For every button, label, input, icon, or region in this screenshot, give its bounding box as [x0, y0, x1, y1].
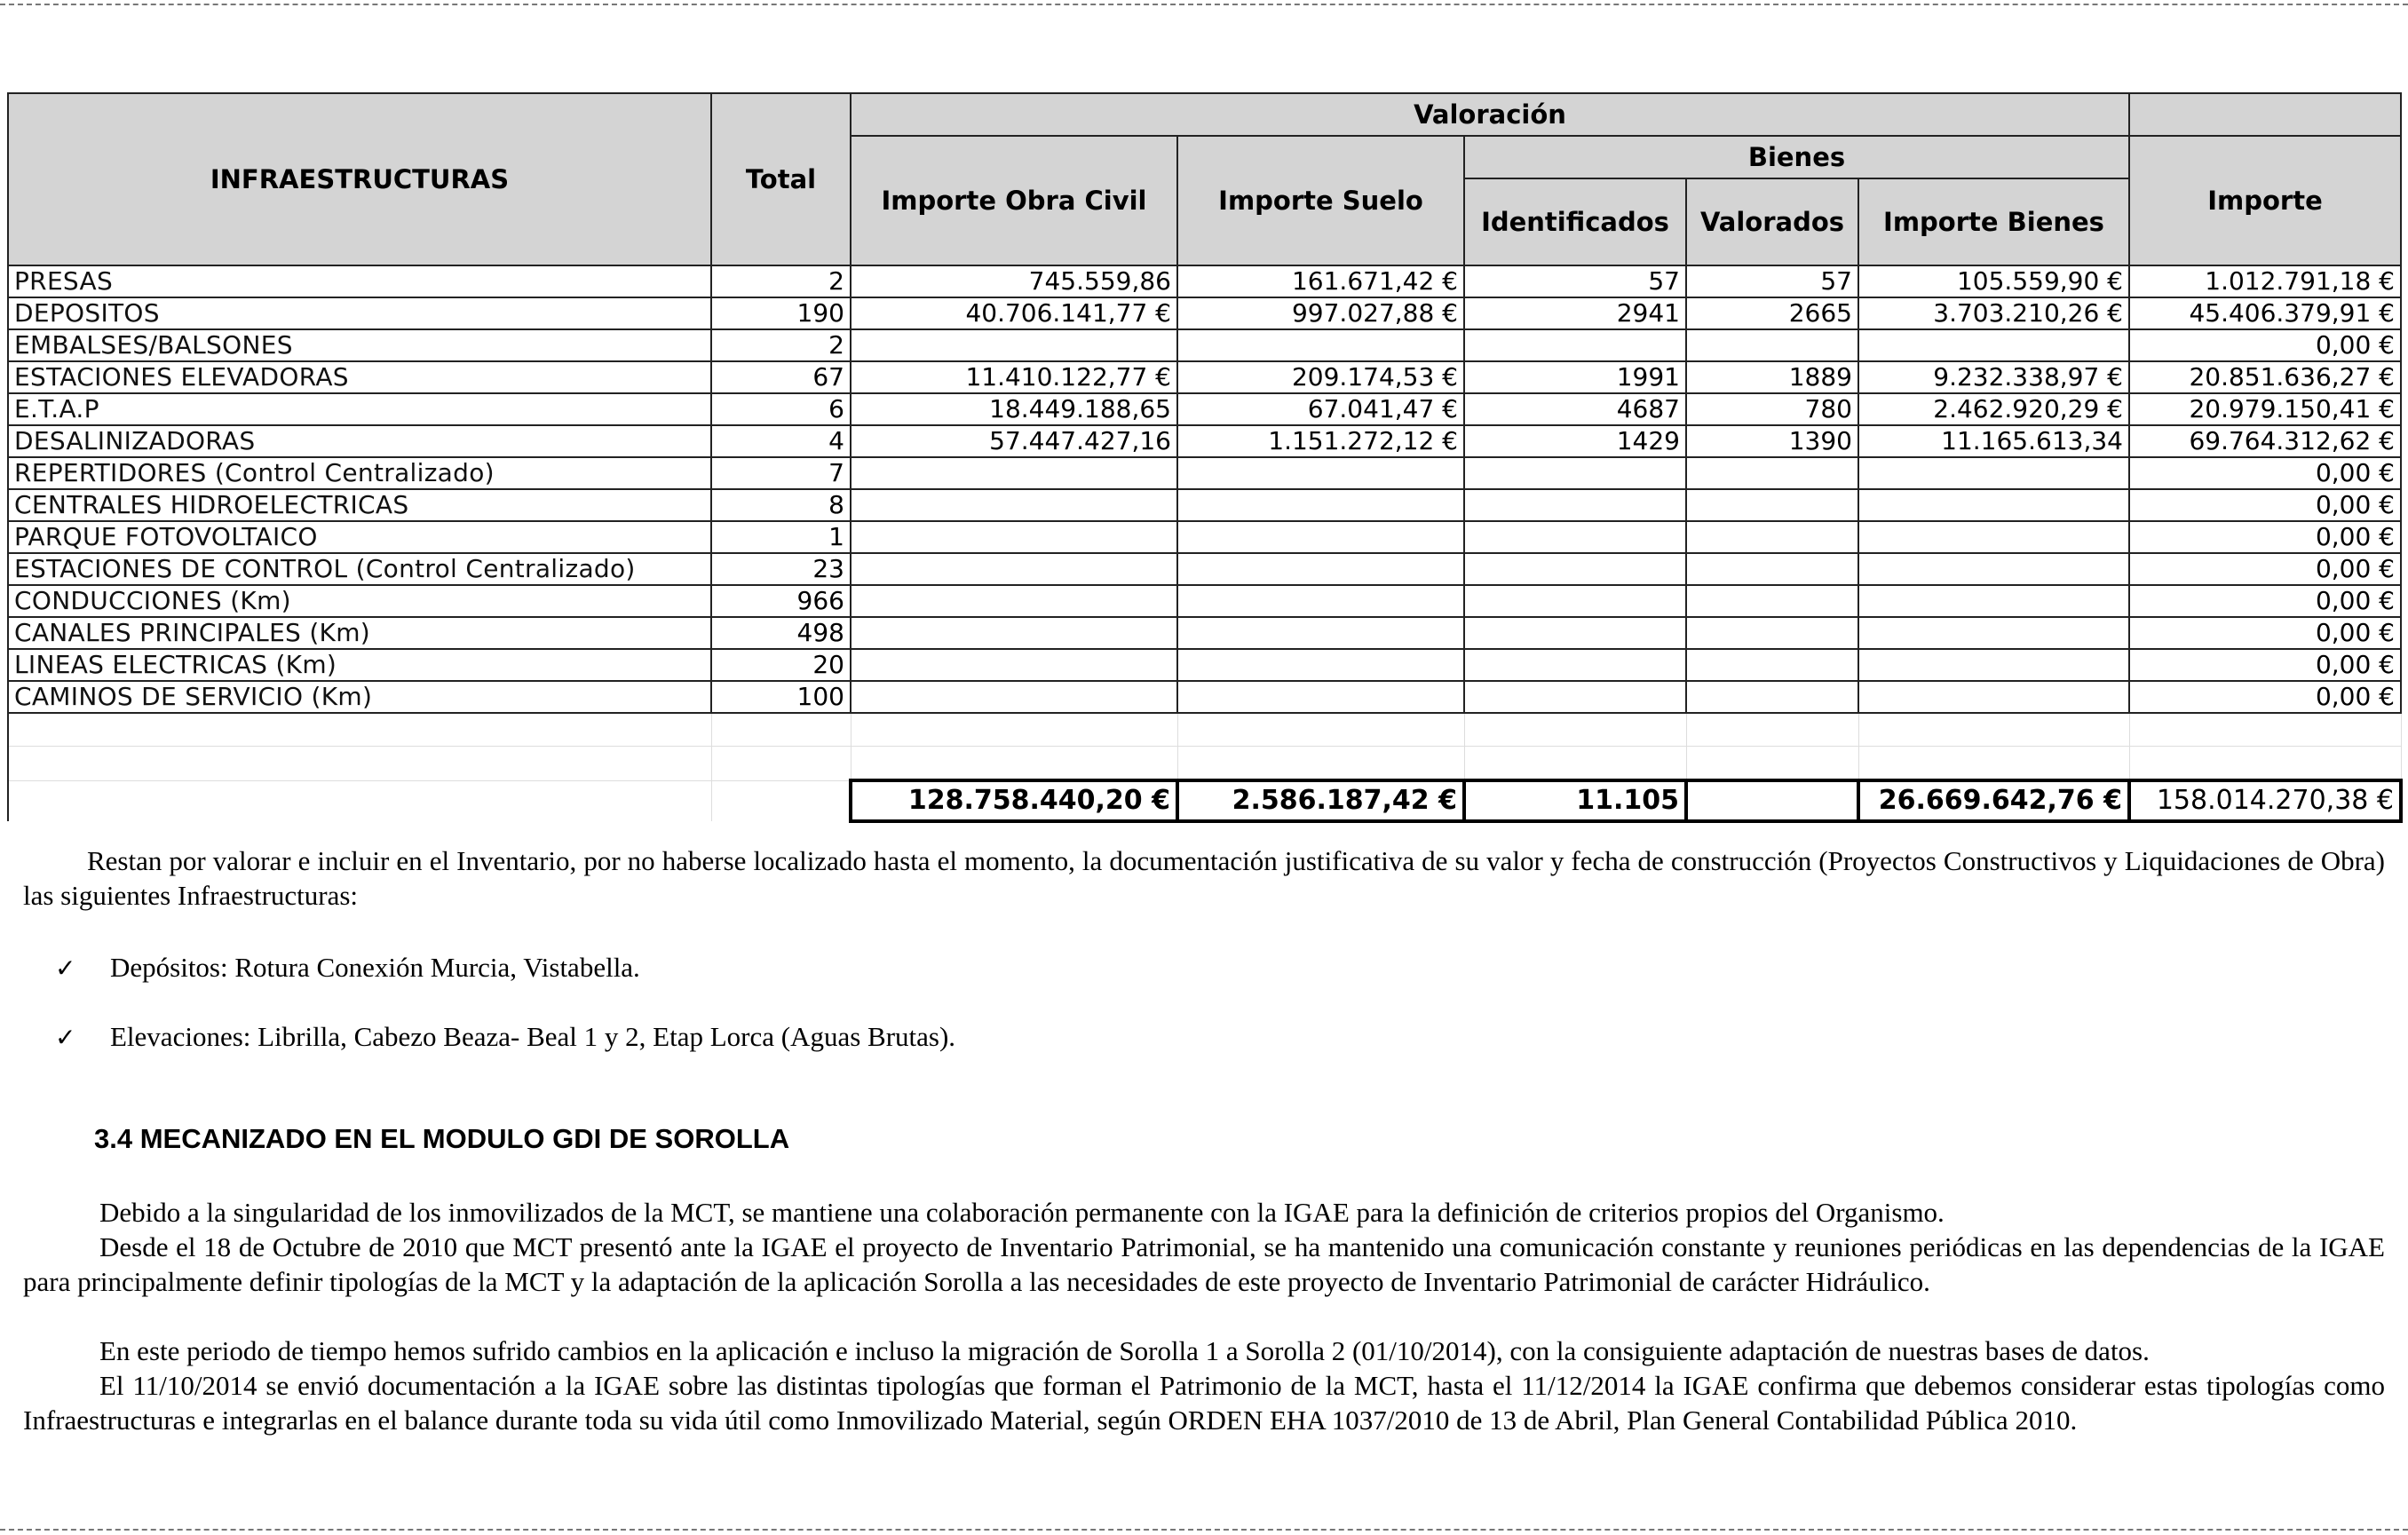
row-importe-bienes — [1858, 457, 2129, 489]
row-identificados — [1464, 521, 1686, 553]
row-valorados — [1686, 553, 1858, 585]
row-name: EMBALSES/BALSONES — [8, 329, 711, 361]
row-name: LINEAS ELECTRICAS (Km) — [8, 649, 711, 681]
row-identificados: 57 — [1464, 265, 1686, 297]
blank-cell — [1464, 747, 1686, 781]
table-body — [8, 265, 2401, 821]
row-valorados — [1686, 585, 1858, 617]
header-importe-bienes: Importe Bienes — [1858, 178, 2129, 265]
bullet-text: Elevaciones: Librilla, Cabezo Beaza- Beal 1 y 2, Etap Lorca (Aguas Brutas). — [110, 1021, 956, 1052]
row-valorados: 2665 — [1686, 297, 1858, 329]
row-importe-obra-civil: 745.559,86 — [851, 265, 1177, 297]
row-importe-bienes — [1858, 489, 2129, 521]
row-importe: 0,00 € — [2129, 457, 2401, 489]
total-importe-suelo: 2.586.187,42 € — [1177, 780, 1464, 821]
row-importe-suelo — [1177, 329, 1464, 361]
blank-cell — [1686, 747, 1858, 781]
row-importe-bienes: 9.232.338,97 € — [1858, 361, 2129, 393]
row-importe-bienes: 2.462.920,29 € — [1858, 393, 2129, 425]
row-total: 966 — [711, 585, 851, 617]
row-identificados: 1429 — [1464, 425, 1686, 457]
row-importe-bienes — [1858, 329, 2129, 361]
table-row — [8, 393, 2401, 425]
row-name: ESTACIONES DE CONTROL (Control Centralizado) — [8, 553, 711, 585]
row-importe-suelo: 997.027,88 € — [1177, 297, 1464, 329]
row-identificados — [1464, 553, 1686, 585]
row-importe-bienes: 3.703.210,26 € — [1858, 297, 2129, 329]
row-importe: 1.012.791,18 € — [2129, 265, 2401, 297]
header-importe-suelo: Importe Suelo — [1177, 136, 1464, 265]
infrastructure-valuation-table — [7, 92, 2403, 823]
row-valorados — [1686, 617, 1858, 649]
totals-row — [8, 780, 2401, 821]
table-row — [8, 265, 2401, 297]
paragraph-3-text: En este periodo de tiempo hemos sufrido cambios en la aplicación e incluso la migración de Sorolla 1 a Sorolla 2 (01/10/2014), con la consiguiente adaptación de nuestras bases de datos. — [99, 1335, 2150, 1366]
row-identificados — [1464, 457, 1686, 489]
row-total: 2 — [711, 265, 851, 297]
row-importe-obra-civil — [851, 553, 1177, 585]
row-valorados: 1889 — [1686, 361, 1858, 393]
blank-cell — [1858, 747, 2129, 781]
row-name: CONDUCCIONES (Km) — [8, 585, 711, 617]
row-name: CANALES PRINCIPALES (Km) — [8, 617, 711, 649]
blank-cell — [8, 713, 711, 747]
row-name: REPERTIDORES (Control Centralizado) — [8, 457, 711, 489]
blank-cell — [1177, 713, 1464, 747]
row-importe: 20.851.636,27 € — [2129, 361, 2401, 393]
table-row — [8, 553, 2401, 585]
row-total: 100 — [711, 681, 851, 713]
row-importe-obra-civil: 11.410.122,77 € — [851, 361, 1177, 393]
row-importe: 0,00 € — [2129, 489, 2401, 521]
bullet-text: Depósitos: Rotura Conexión Murcia, Vistabella. — [110, 952, 640, 983]
totals-label-cell — [8, 780, 711, 821]
row-importe: 0,00 € — [2129, 649, 2401, 681]
row-importe-obra-civil — [851, 617, 1177, 649]
row-importe-suelo — [1177, 585, 1464, 617]
row-importe-obra-civil — [851, 329, 1177, 361]
header-importe-obra-civil: Importe Obra Civil — [851, 136, 1177, 265]
row-importe-bienes: 105.559,90 € — [1858, 265, 2129, 297]
intro-text: Restan por valorar e incluir en el Inventario, por no haberse localizado hasta el momento, la documentación justificativa de su valor y fecha de construcción (Proyectos Constructivos y Liquidaciones de Obra) las siguientes Infraestructuras: — [23, 845, 2385, 911]
table-row — [8, 585, 2401, 617]
blank-cell — [8, 747, 711, 781]
row-valorados — [1686, 681, 1858, 713]
row-importe: 0,00 € — [2129, 617, 2401, 649]
paragraph-1 — [23, 1195, 2385, 1230]
row-identificados: 1991 — [1464, 361, 1686, 393]
row-importe-suelo — [1177, 681, 1464, 713]
row-identificados — [1464, 329, 1686, 361]
row-identificados — [1464, 617, 1686, 649]
row-importe-bienes — [1858, 521, 2129, 553]
row-importe: 69.764.312,62 € — [2129, 425, 2401, 457]
row-total: 8 — [711, 489, 851, 521]
row-identificados: 2941 — [1464, 297, 1686, 329]
row-total: 4 — [711, 425, 851, 457]
header-identificados: Identificados — [1464, 178, 1686, 265]
row-importe: 0,00 € — [2129, 681, 2401, 713]
row-importe-obra-civil — [851, 649, 1177, 681]
row-importe: 0,00 € — [2129, 521, 2401, 553]
header-infraestructuras: INFRAESTRUCTURAS — [8, 93, 711, 265]
header-valoracion: Valoración — [851, 93, 2129, 136]
row-total: 498 — [711, 617, 851, 649]
row-importe: 45.406.379,91 € — [2129, 297, 2401, 329]
table-row — [8, 361, 2401, 393]
row-importe-obra-civil: 57.447.427,16 — [851, 425, 1177, 457]
bullet-item-elevaciones — [55, 1019, 955, 1055]
blank-cell — [851, 747, 1177, 781]
blank-cell — [711, 747, 851, 781]
total-importe-bienes: 26.669.642,76 € — [1858, 780, 2129, 821]
row-importe-bienes — [1858, 649, 2129, 681]
header-total: Total — [711, 93, 851, 265]
table-row — [8, 425, 2401, 457]
paragraph-2-text: Desde el 18 de Octubre de 2010 que MCT presentó ante la IGAE el proyecto de Inventario Patrimonial, se ha mantenido una comunicación constante y reuniones periódicas en las dependencias de la IGAE para principalmente definir tipologías de la MCT y la adaptación de la aplicación Sorolla a las necesidades de este proyecto de Inventario Patrimonial de carácter Hidráulico. — [23, 1231, 2385, 1297]
bottom-page-rule — [0, 1529, 2408, 1531]
blank-cell — [851, 713, 1177, 747]
header-blank — [2129, 93, 2401, 136]
row-name: E.T.A.P — [8, 393, 711, 425]
row-importe-obra-civil: 18.449.188,65 — [851, 393, 1177, 425]
row-identificados — [1464, 489, 1686, 521]
row-importe-bienes — [1858, 585, 2129, 617]
table-row — [8, 521, 2401, 553]
row-importe-suelo — [1177, 649, 1464, 681]
row-total: 67 — [711, 361, 851, 393]
check-icon: ✓ — [55, 953, 76, 983]
paragraph-3 — [23, 1333, 2385, 1368]
table-row — [8, 297, 2401, 329]
row-importe-suelo: 1.151.272,12 € — [1177, 425, 1464, 457]
row-valorados — [1686, 649, 1858, 681]
check-icon: ✓ — [55, 1023, 76, 1052]
row-importe-obra-civil — [851, 681, 1177, 713]
total-identificados: 11.105 — [1464, 780, 1686, 821]
total-importe: 158.014.270,38 € — [2129, 780, 2401, 821]
row-name: CAMINOS DE SERVICIO (Km) — [8, 681, 711, 713]
top-page-rule — [0, 4, 2408, 5]
row-importe-obra-civil — [851, 457, 1177, 489]
row-total: 2 — [711, 329, 851, 361]
row-name: CENTRALES HIDROELECTRICAS — [8, 489, 711, 521]
table-row — [8, 329, 2401, 361]
row-importe-obra-civil — [851, 585, 1177, 617]
row-importe-obra-civil — [851, 489, 1177, 521]
table-row — [8, 457, 2401, 489]
row-valorados — [1686, 489, 1858, 521]
row-total: 1 — [711, 521, 851, 553]
row-total: 23 — [711, 553, 851, 585]
bullet-item-depositos — [55, 950, 640, 985]
row-importe-suelo: 67.041,47 € — [1177, 393, 1464, 425]
row-importe: 0,00 € — [2129, 329, 2401, 361]
row-importe-bienes — [1858, 681, 2129, 713]
total-importe-obra-civil: 128.758.440,20 € — [851, 780, 1177, 821]
table-row — [8, 617, 2401, 649]
row-importe: 0,00 € — [2129, 585, 2401, 617]
blank-cell — [1177, 747, 1464, 781]
row-total: 6 — [711, 393, 851, 425]
row-importe-bienes — [1858, 553, 2129, 585]
row-valorados — [1686, 457, 1858, 489]
blank-cell — [1686, 713, 1858, 747]
row-total: 7 — [711, 457, 851, 489]
row-name: PARQUE FOTOVOLTAICO — [8, 521, 711, 553]
row-importe-bienes — [1858, 617, 2129, 649]
paragraph-4 — [23, 1368, 2385, 1437]
row-importe-suelo: 209.174,53 € — [1177, 361, 1464, 393]
row-importe-suelo — [1177, 521, 1464, 553]
row-total: 20 — [711, 649, 851, 681]
row-valorados: 57 — [1686, 265, 1858, 297]
blank-row — [8, 713, 2401, 747]
row-name: ESTACIONES ELEVADORAS — [8, 361, 711, 393]
row-importe: 20.979.150,41 € — [2129, 393, 2401, 425]
totals-total-cell — [711, 780, 851, 821]
blank-cell — [2129, 747, 2401, 781]
row-importe-obra-civil — [851, 521, 1177, 553]
row-total: 190 — [711, 297, 851, 329]
blank-cell — [2129, 713, 2401, 747]
header-valorados: Valorados — [1686, 178, 1858, 265]
header-importe: Importe — [2129, 136, 2401, 265]
row-importe-suelo — [1177, 617, 1464, 649]
section-heading: 3.4 MECANIZADO EN EL MODULO GDI DE SOROLLA — [94, 1123, 790, 1154]
row-valorados: 780 — [1686, 393, 1858, 425]
paragraph-2 — [23, 1230, 2385, 1299]
total-valorados — [1686, 780, 1858, 821]
row-identificados — [1464, 649, 1686, 681]
row-valorados — [1686, 521, 1858, 553]
row-name: DEPOSITOS — [8, 297, 711, 329]
blank-cell — [1464, 713, 1686, 747]
row-importe-suelo: 161.671,42 € — [1177, 265, 1464, 297]
row-valorados — [1686, 329, 1858, 361]
row-identificados: 4687 — [1464, 393, 1686, 425]
row-importe-suelo — [1177, 457, 1464, 489]
table-row — [8, 681, 2401, 713]
row-name: DESALINIZADORAS — [8, 425, 711, 457]
row-importe: 0,00 € — [2129, 553, 2401, 585]
row-importe-bienes: 11.165.613,34 — [1858, 425, 2129, 457]
blank-cell — [711, 713, 851, 747]
row-importe-obra-civil: 40.706.141,77 € — [851, 297, 1177, 329]
row-identificados — [1464, 585, 1686, 617]
header-bienes: Bienes — [1464, 136, 2129, 178]
row-valorados: 1390 — [1686, 425, 1858, 457]
row-importe-suelo — [1177, 553, 1464, 585]
table-row — [8, 649, 2401, 681]
table-row — [8, 489, 2401, 521]
paragraph-4-text: El 11/10/2014 se envió documentación a la IGAE sobre las distintas tipologías que forman el Patrimonio de la MCT, hasta el 11/12/2014 la IGAE confirma que debemos considerar estas tipologías como Infraestructuras e integrarlas en el balance durante toda su vida útil como Inmovilizado Material, según ORDEN EHA 1037/2010 de 13 de Abril, Plan General Contabilidad Pública 2010. — [23, 1370, 2385, 1436]
blank-row — [8, 747, 2401, 781]
row-importe-suelo — [1177, 489, 1464, 521]
blank-cell — [1858, 713, 2129, 747]
paragraph-1-text: Debido a la singularidad de los inmovilizados de la MCT, se mantiene una colaboración permanente con la IGAE para la definición de criterios propios del Organismo. — [99, 1197, 1945, 1228]
row-name: PRESAS — [8, 265, 711, 297]
intro-paragraph — [23, 843, 2385, 913]
row-identificados — [1464, 681, 1686, 713]
